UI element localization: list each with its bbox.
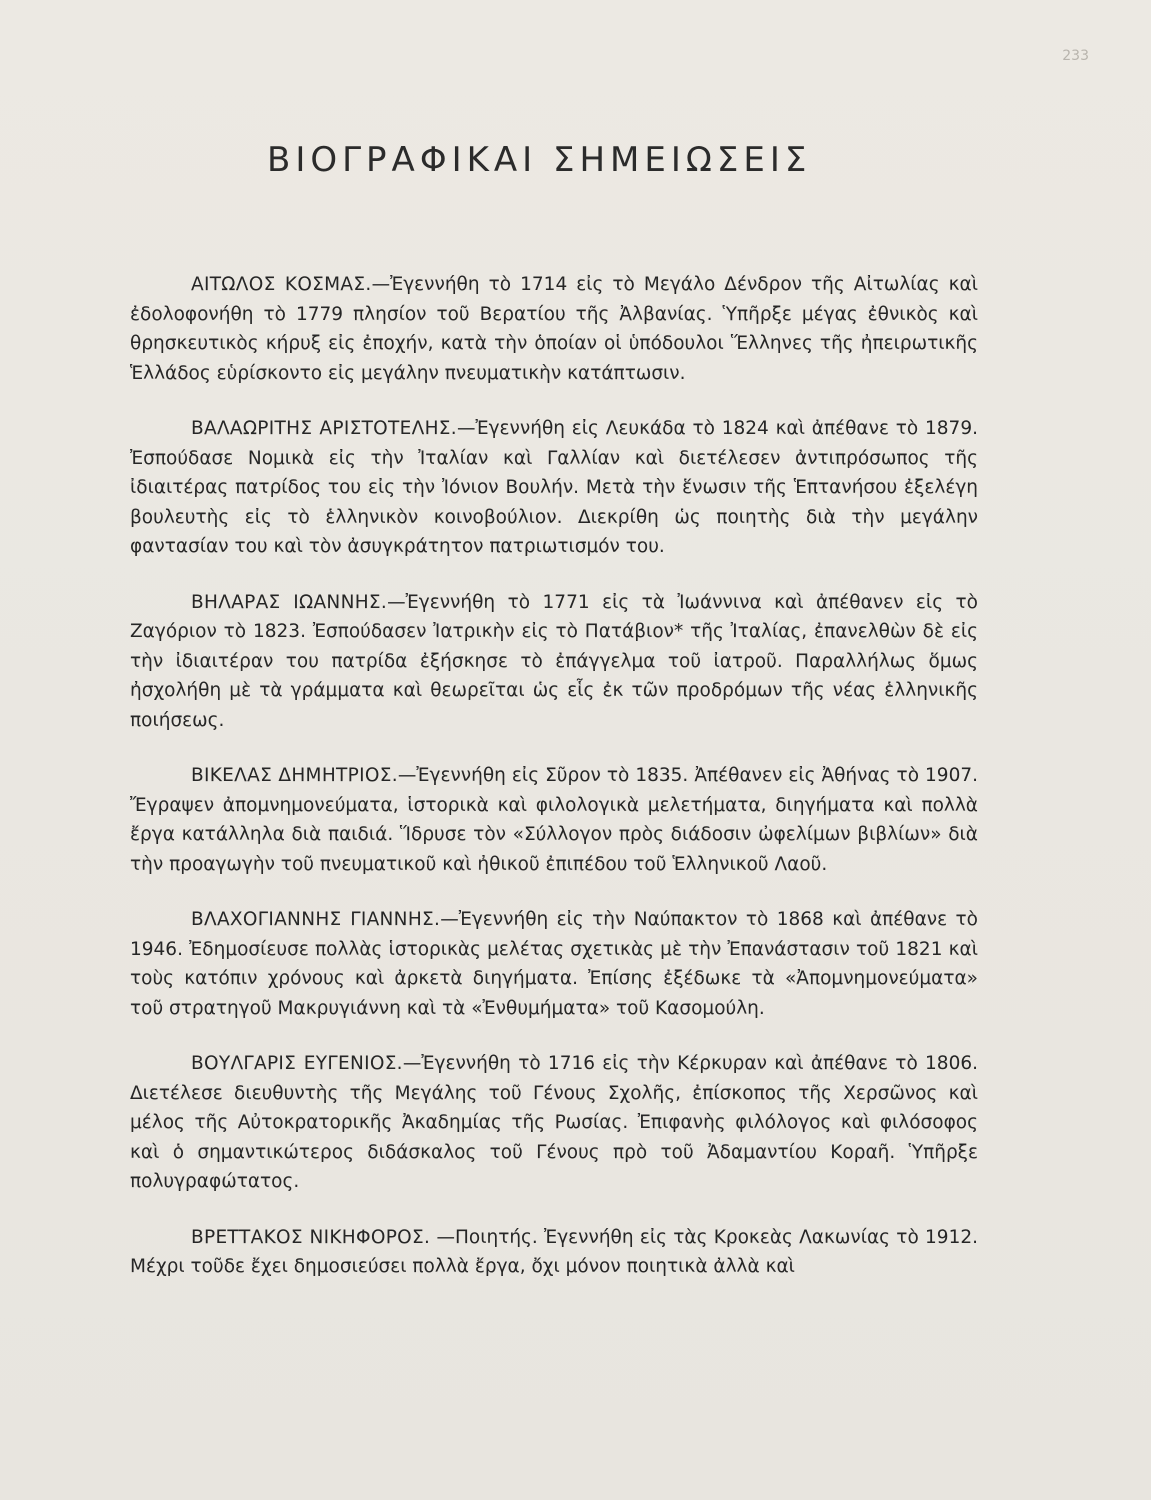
entry-text: —Ἐγεννήθη εἰς Σῦρον τὸ 1835. Ἀπέθανεν εἰς Ἀθήνας τὸ 1907. Ἔγραψεν ἀπομνημονεύματα, ἱστορικὰ καὶ φιλολογικὰ μελετήματα, διηγήματα καὶ πολλὰ ἔργα κατάλληλα διὰ παιδιά. Ἵδρυσε τὸν «Σύλλογον πρὸς διάδοσιν ὠφελίμων βιβλίων» διὰ τὴν προαγωγὴν τοῦ πνευματικοῦ καὶ ἠθικοῦ ἐπιπέδου τοῦ Ἑλληνικοῦ Λαοῦ. <box>130 765 978 875</box>
entry-name: ΒΗΛΑΡΑΣ ΙΩΑΝΝΗΣ. <box>191 591 388 613</box>
entry-vlachogiannis <box>130 905 978 1023</box>
biography-list <box>130 270 978 1308</box>
entry-name: ΑΙΤΩΛΟΣ ΚΟΣΜΑΣ. <box>191 274 372 295</box>
entry-text: —Ἐγεννήθη τὸ 1716 εἰς τὴν Κέρκυραν καὶ ἀπέθανε τὸ 1806. Διετέλεσε διευθυντὴς τῆς Μεγάλης τοῦ Γένους Σχολῆς, ἐπίσκοπος τῆς Χερσῶνος καὶ μέλος τῆς Αὐτοκρατορικῆς Ἀκαδημίας τῆς Ρωσίας. Ἐπιφανὴς φιλόλογος καὶ φιλόσοφος καὶ ὁ σημαντικώτερος διδάσκαλος τοῦ Γένους πρὸ τοῦ Ἀδαμαντίου Κοραῆ. Ὑπῆρξε πολυγραφώτατος. <box>130 1053 978 1192</box>
entry-name: ΒΙΚΕΛΑΣ ΔΗΜΗΤΡΙΟΣ. <box>191 765 398 786</box>
entry-name: ΒΡΕΤΤΑΚΟΣ ΝΙΚΗΦΟΡΟΣ. <box>191 1226 431 1248</box>
entry-text: —Ἐγεννήθη εἰς Λευκάδα τὸ 1824 καὶ ἀπέθανε τὸ 1879. Ἐσπούδασε Νομικὰ εἰς τὴν Ἰταλίαν καὶ Γαλλίαν καὶ διετέλεσεν ἀντιπρόσωπος τῆς ἰδιαιτέρας πατρίδος του εἰς τὴν Ἰόνιον Βουλήν. Μετὰ τὴν ἕνωσιν τῆς Ἑπτανήσου ἐξελέγη βουλευτὴς εἰς τὸ ἑλληνικὸν κοινοβούλιον. Διεκρίθη ὡς ποιητὴς διὰ τὴν μεγάλην φαντασίαν του καὶ τὸν ἀσυγκράτητον πατριωτισμόν του. <box>130 418 978 557</box>
entry-voulgaris <box>130 1049 978 1197</box>
page-title: ΒΙΟΓΡΑΦΙΚΑΙ ΣΗΜΕΙΩΣΕΙΣ <box>267 140 812 180</box>
entry-text: —Ἐγεννήθη τὸ 1771 εἰς τὰ Ἰωάννινα καὶ ἀπέθανεν εἰς τὸ Ζαγόριον τὸ 1823. Ἐσπούδασεν Ἰατρικὴν εἰς τὸ Πατάβιον* τῆς Ἰταλίας, ἐπανελθὼν δὲ εἰς τὴν ἰδιαιτέραν του πατρίδα ἐξήσκησε τὸ ἐπάγγελμα τοῦ ἰατροῦ. Παραλλήλως ὅμως ἠσχολήθη μὲ τὰ γράμματα καὶ θεωρεῖται ὡς εἷς ἐκ τῶν προδρόμων τῆς νέας ἑλληνικῆς ποιήσεως. <box>130 591 978 731</box>
entry-vrettakos <box>130 1223 978 1282</box>
entry-name: ΒΟΥΛΓΑΡΙΣ ΕΥΓΕΝΙΟΣ. <box>191 1053 403 1074</box>
entry-name: ΒΑΛΑΩΡΙΤΗΣ ΑΡΙΣΤΟΤΕΛΗΣ. <box>191 418 457 439</box>
entry-vikelas <box>130 761 978 879</box>
entry-text: —Ἐγεννήθη τὸ 1714 εἰς τὸ Μεγάλο Δένδρον τῆς Αἰτωλίας καὶ ἐδολοφονήθη τὸ 1779 πλησίον τοῦ Βερατίου τῆς Ἀλβανίας. Ὑπῆρξε μέγας ἐθνικὸς καὶ θρησκευτικὸς κήρυξ εἰς ἐποχήν, κατὰ τὴν ὁποίαν οἱ ὑπόδουλοι Ἕλληνες τῆς ἠπειρωτικῆς Ἑλλάδος εὑρίσκοντο εἰς μεγάλην πνευματικὴν κατάπτωσιν. <box>130 274 978 384</box>
entry-text: —Ἐγεννήθη εἰς τὴν Ναύπακτον τὸ 1868 καὶ ἀπέθανε τὸ 1946. Ἐδημοσίευσε πολλὰς ἱστορικὰς μελέτας σχετικὰς μὲ τὴν Ἐπανάστασιν τοῦ 1821 καὶ τοὺς κατόπιν χρόνους καὶ ἀρκετὰ διηγήματα. Ἐπίσης ἐξέδωκε τὰ «Ἀπομνημονεύματα» τοῦ στρατηγοῦ Μακρυγιάννη καὶ τὰ «Ἐνθυμήματα» τοῦ Κασομούλη. <box>130 909 978 1019</box>
entry-vilaras <box>130 588 978 736</box>
entry-text: —Ποιητής. Ἐγεννήθη εἰς τὰς Κροκεὰς Λακωνίας τὸ 1912. Μέχρι τοῦδε ἔχει δημοσιεύσει πολλὰ ἔργα, ὄχι μόνον ποιητικὰ ἀλλὰ καὶ <box>130 1226 978 1277</box>
entry-aitolos <box>130 270 978 388</box>
entry-name: ΒΛΑΧΟΓΙΑΝΝΗΣ ΓΙΑΝΝΗΣ. <box>191 909 441 930</box>
entry-valaoritis <box>130 414 978 562</box>
page-number: 233 <box>1062 48 1089 64</box>
